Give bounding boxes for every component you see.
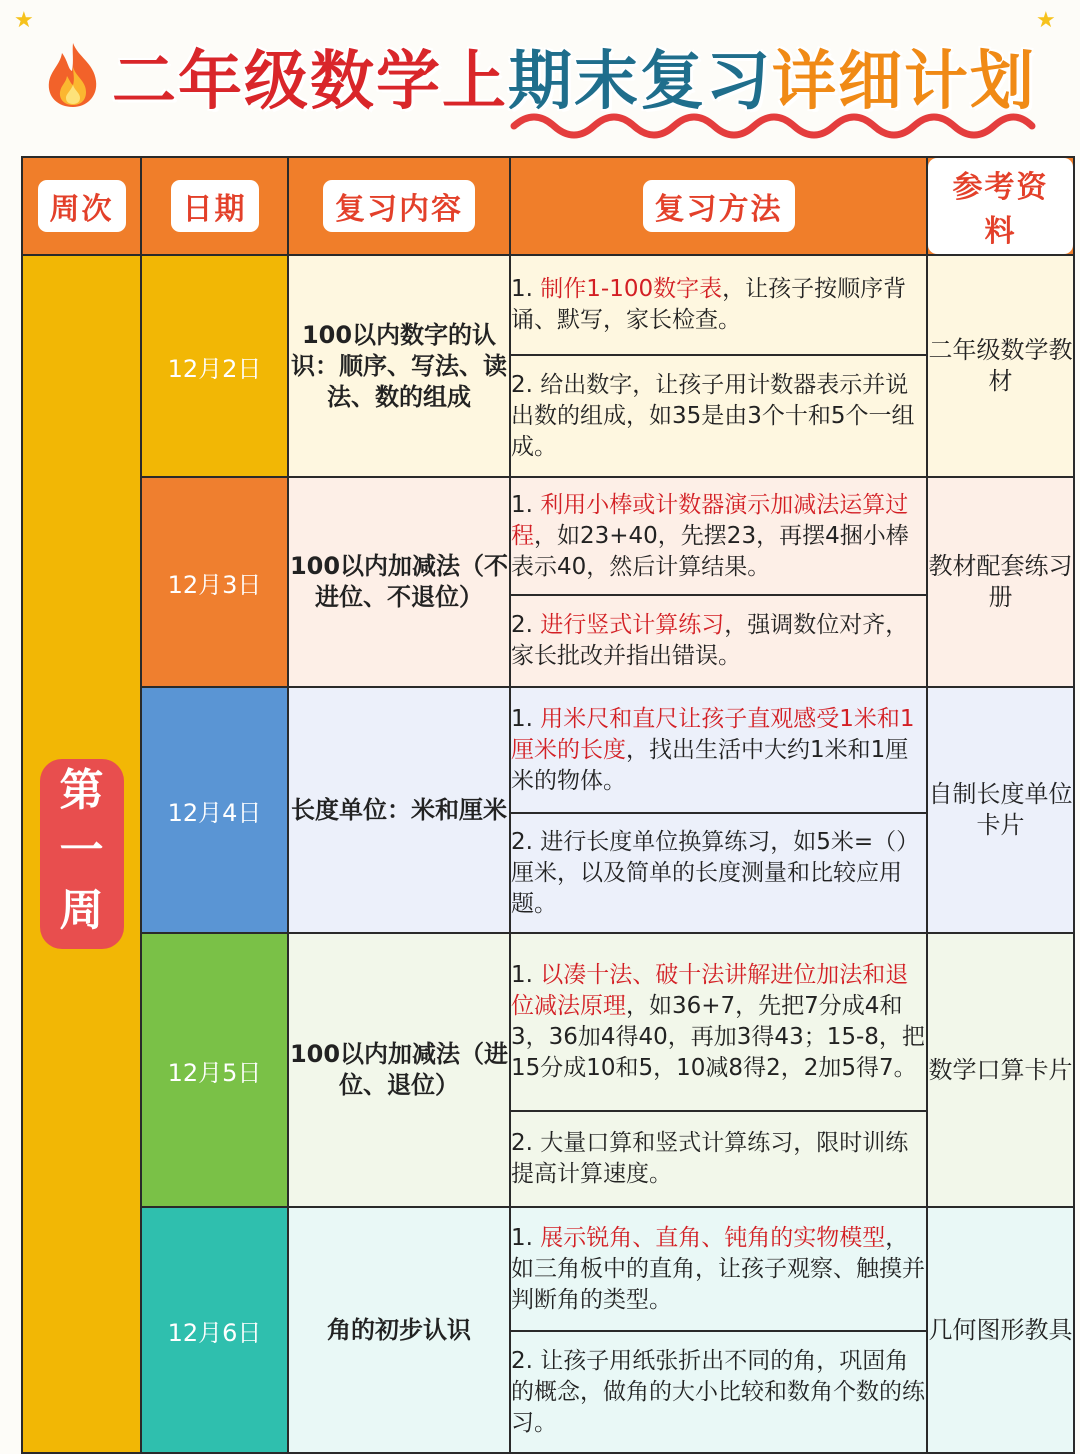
- method-item: 2. 给出数字，让孩子用计数器表示并说出数的组成，如35是由3个十和5个一组成。: [510, 355, 927, 477]
- table-header-row: [22, 157, 1074, 255]
- method-item: 2. 让孩子用纸张折出不同的角，巩固角的概念，做角的大小比较和数角个数的练习。: [510, 1331, 927, 1453]
- method-item: 1. 利用小棒或计数器演示加减法运算过程，如23+40，先摆23，再摆4捆小棒表示40，然后计算结果。: [510, 477, 927, 595]
- table-row: [22, 1207, 1074, 1331]
- date-cell: 12月4日: [141, 687, 288, 933]
- reference-cell: 自制长度单位卡片: [927, 687, 1074, 933]
- table-row: [22, 687, 1074, 813]
- method-item: 2. 进行长度单位换算练习，如5米=（）厘米，以及简单的长度测量和比较应用题。: [510, 813, 927, 933]
- title-part-2: 期末复习: [508, 45, 772, 119]
- reference-cell: 教材配套练习册: [927, 477, 1074, 687]
- content-cell: 100以内数字的认识：顺序、写法、读法、数的组成: [288, 255, 510, 477]
- content-cell: 长度单位：米和厘米: [288, 687, 510, 933]
- reference-cell: 数学口算卡片: [927, 933, 1074, 1207]
- header-ref: 参考资料: [927, 157, 1074, 255]
- content-cell: 100以内加减法（进位、退位）: [288, 933, 510, 1207]
- table-row: [22, 933, 1074, 1111]
- title-part-3: 详细计划: [772, 45, 1036, 119]
- method-item: 1. 展示锐角、直角、钝角的实物模型，如三角板中的直角，让孩子观察、触摸并判断角的类型。: [510, 1207, 927, 1331]
- method-item: 2. 进行竖式计算练习，强调数位对齐，家长批改并指出错误。: [510, 595, 927, 687]
- method-item: 1. 制作1-100数字表，让孩子按顺序背诵、默写，家长检查。: [510, 255, 927, 355]
- review-plan-table: [21, 156, 1075, 1454]
- header-method: 复习方法: [510, 157, 927, 255]
- method-item: 1. 以凑十法、破十法讲解进位加法和退位减法原理，如36+7，先把7分成4和3，36加4得40，再加3得43；15-8，把15分成10和5，10减8得2，2加5得7。: [510, 933, 927, 1111]
- title-part-1: 二年级数学上: [112, 45, 508, 119]
- method-item: 1. 用米尺和直尺让孩子直观感受1米和1厘米的长度，找出生活中大约1米和1厘米的物体。: [510, 687, 927, 813]
- week-badge: 第 一 周: [40, 759, 124, 949]
- fire-icon: [38, 39, 108, 109]
- star-icon: ★: [14, 8, 34, 33]
- table-row: [22, 255, 1074, 355]
- reference-cell: 几何图形教具: [927, 1207, 1074, 1453]
- star-icon: ★: [1036, 8, 1056, 33]
- date-cell: 12月6日: [141, 1207, 288, 1453]
- week-cell: [22, 255, 141, 1453]
- date-cell: 12月5日: [141, 933, 288, 1207]
- method-item: 2. 大量口算和竖式计算练习，限时训练提高计算速度。: [510, 1111, 927, 1207]
- header-week: 周次: [22, 157, 141, 255]
- table-row: [22, 477, 1074, 595]
- content-cell: 100以内加减法（不进位、不退位）: [288, 477, 510, 687]
- header-date: 日期: [141, 157, 288, 255]
- date-cell: 12月2日: [141, 255, 288, 477]
- title-block: [0, 22, 1080, 132]
- reference-cell: 二年级数学教材: [927, 255, 1074, 477]
- wavy-underline: [510, 104, 1036, 144]
- date-cell: 12月3日: [141, 477, 288, 687]
- header-content: 复习内容: [288, 157, 510, 255]
- content-cell: 角的初步认识: [288, 1207, 510, 1453]
